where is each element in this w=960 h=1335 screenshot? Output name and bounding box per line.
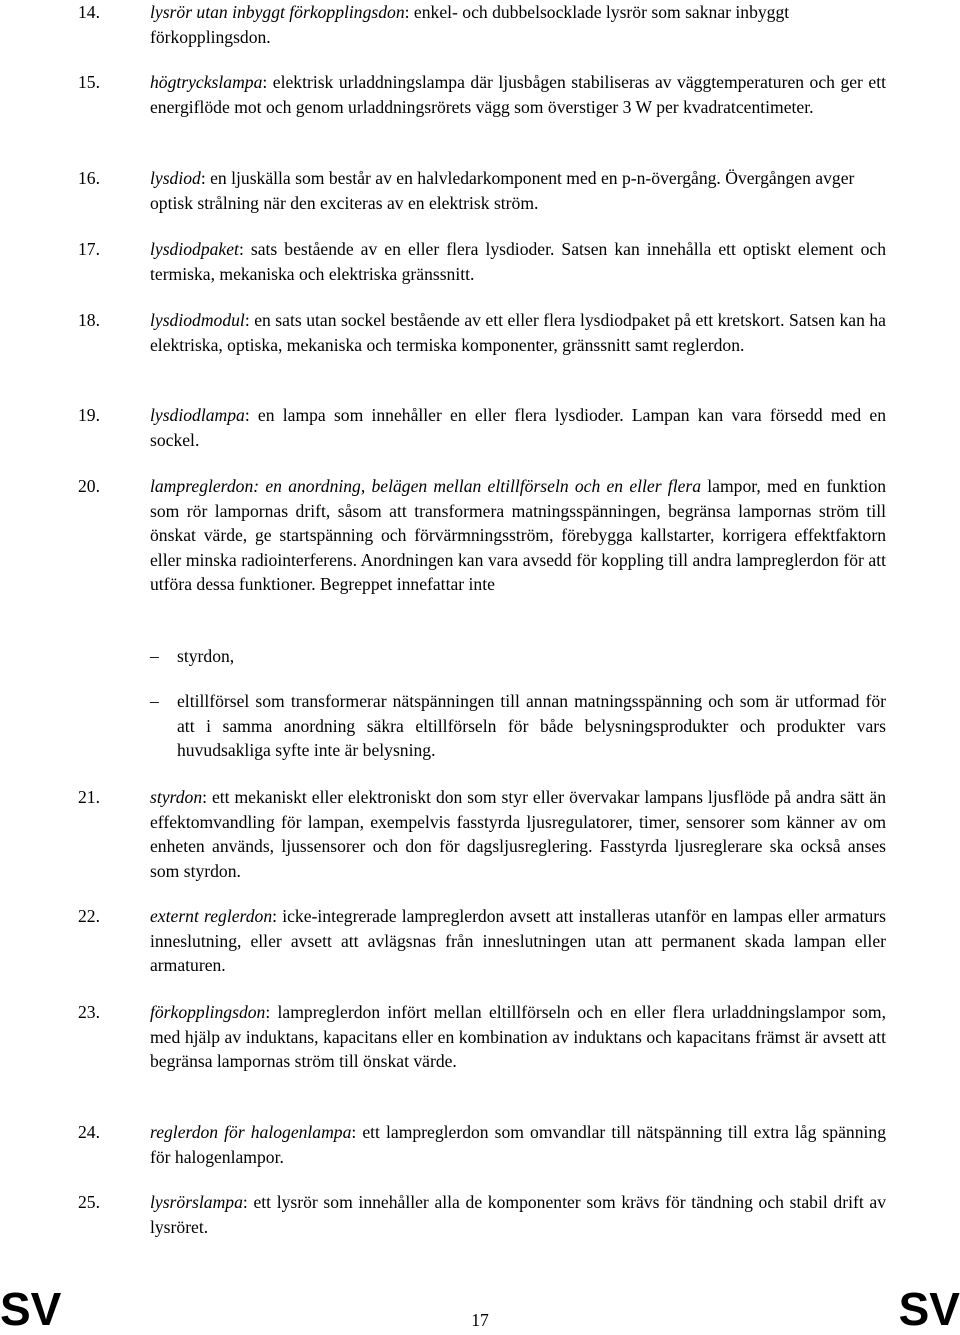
definition: : icke-integrerade lampreglerdon avsett att installeras utanför en lampas eller armaturs inneslutning, eller avsett att avlägsnas från inneslutningen utan att permanent skada lampan eller armaturen. xyxy=(150,906,886,976)
item-text xyxy=(150,474,886,597)
term: lysdiodmodul xyxy=(150,310,245,330)
definition-item xyxy=(78,70,886,119)
item-text xyxy=(150,70,886,119)
item-number: 14. xyxy=(78,2,100,22)
exclusion-text: styrdon, xyxy=(177,646,235,666)
dash-bullet: – xyxy=(150,691,159,711)
item-number: 22. xyxy=(78,906,100,926)
item-text xyxy=(150,1120,886,1169)
item-text xyxy=(150,166,886,215)
item-number: 18. xyxy=(78,310,100,330)
definition: lampor, med en funktion som rör lampornas drift, såsom att transformera matningsspänningen, begränsa lampornas ström till önskat värde, ge startspänning och förvärmningsström, förebygga kallstarter, korrigera effektfaktorn eller minska radiointerferens. Anordningen kan vara avsedd för koppling till andra lampreglerdon för att utföra dessa funktioner. Begreppet innefattar inte xyxy=(150,476,886,595)
term: förkopplingsdon xyxy=(150,1002,266,1022)
item-text xyxy=(150,904,886,978)
definition-item xyxy=(78,474,886,597)
definition: : en ljuskälla som består av en halvledarkomponent med en p-n-övergång. Övergången avger optisk strålning när den exciteras av en elektrisk ström. xyxy=(150,168,855,213)
item-text xyxy=(150,308,886,357)
item-number: 15. xyxy=(78,72,100,92)
term: styrdon xyxy=(150,787,203,807)
exclusion-list-item xyxy=(150,644,886,669)
definition: : enkel- och dubbelsocklade lysrör som saknar inbyggt förkopplingsdon. xyxy=(150,2,790,47)
definition: : lampreglerdon infört mellan eltillförseln och en eller flera urladdningslampor som, med hjälp av induktans, kapacitans eller en kombination av induktans och kapacitans främst är avsett att begränsa lampornas ström till önskat värde. xyxy=(150,1002,886,1072)
exclusion-list-item xyxy=(150,689,886,763)
item-text xyxy=(150,403,886,452)
definition-item xyxy=(78,1000,886,1074)
definition: : sats bestående av en eller flera lysdioder. Satsen kan innehålla ett optiskt element och termiska, mekaniska och elektriska gränssnitt. xyxy=(150,239,886,284)
item-text xyxy=(150,1000,886,1074)
item-number: 16. xyxy=(78,168,100,188)
item-number: 17. xyxy=(78,239,100,259)
definition-item xyxy=(78,166,886,215)
term: externt reglerdon xyxy=(150,906,273,926)
definition: : en sats utan sockel bestående av ett eller flera lysdiodpaket på ett kretskort. Satsen kan ha elektriska, optiska, mekaniska och termiska komponenter, gränssnitt samt reglerdon. xyxy=(150,310,886,355)
definition: : ett lampreglerdon som omvandlar till nätspänning till extra låg spänning för halogenlampor. xyxy=(150,1122,886,1167)
term: lysrör utan inbyggt förkopplingsdon xyxy=(150,2,405,22)
dash-bullet: – xyxy=(150,646,159,666)
item-text xyxy=(150,0,886,49)
definition-item xyxy=(78,308,886,357)
definition-item xyxy=(78,1120,886,1169)
exclusion-text: eltillförsel som transformerar nätspänningen till annan matningsspänning och som är utformad för att i samma anordning säkra eltillförseln för både belysningsprodukter och produkter vars huvudsakliga syfte inte är belysning. xyxy=(177,691,886,761)
page-number: 17 xyxy=(471,1310,489,1330)
item-text xyxy=(150,1190,886,1239)
term: högtryckslampa xyxy=(150,72,263,92)
language-code-right: SV xyxy=(898,1283,960,1335)
definition-item xyxy=(78,0,886,49)
term: lampreglerdon: en anordning, belägen mellan eltillförseln och en eller flera xyxy=(150,476,702,496)
item-text xyxy=(150,237,886,286)
term: reglerdon för halogenlampa xyxy=(150,1122,352,1142)
definition: : ett lysrör som innehåller alla de komponenter som krävs för tändning och stabil drift av lysröret. xyxy=(150,1192,886,1237)
definition-item xyxy=(78,904,886,978)
item-number: 19. xyxy=(78,405,100,425)
item-number: 20. xyxy=(78,476,100,496)
item-number: 24. xyxy=(78,1122,100,1142)
term: lysdiodlampa xyxy=(150,405,245,425)
term: lysdiodpaket xyxy=(150,239,239,259)
item-number: 21. xyxy=(78,787,100,807)
item-text xyxy=(150,785,886,883)
definition-item xyxy=(78,403,886,452)
definition-item xyxy=(78,785,886,883)
definition: : ett mekaniskt eller elektroniskt don som styr eller övervakar lampans ljusflöde på andra sätt än effektomvandling för lampan, exempelvis fasstyrda ljusregulatorer, timer, sensorer som känner av om enheten används, ljussensorer och don för dagsljusreglering. Fasstyrda ljusreglerare ska också anses som styrdon. xyxy=(150,787,886,881)
definition: : elektrisk urladdningslampa där ljusbågen stabiliseras av väggtemperaturen och ger ett energiflöde mot och genom urladdningsrörets vägg som överstiger 3 W per kvadratcentimeter. xyxy=(150,72,886,117)
term: lysrörslampa xyxy=(150,1192,243,1212)
item-number: 25. xyxy=(78,1192,100,1212)
definition: : en lampa som innehåller en eller flera lysdioder. Lampan kan vara försedd med en sockel. xyxy=(150,405,886,450)
language-code-left: SV xyxy=(0,1283,62,1335)
term: lysdiod xyxy=(150,168,201,188)
item-number: 23. xyxy=(78,1002,100,1022)
definition-item xyxy=(78,237,886,286)
definition-item xyxy=(78,1190,886,1239)
